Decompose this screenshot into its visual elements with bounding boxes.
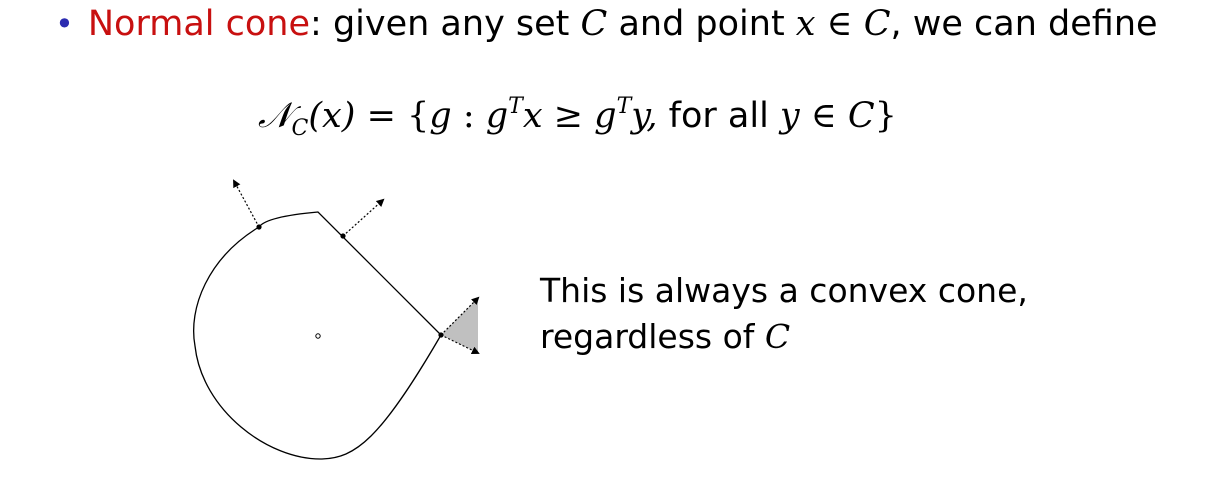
bullet-text-1: given any set (321, 4, 581, 44)
note-line-1: This is always a convex cone, (540, 271, 1028, 310)
formula-eq: = { (355, 96, 430, 136)
note-line-2-text: regardless of (540, 317, 765, 356)
point-symbol: x (795, 4, 816, 44)
normal-vector-arrow-2 (343, 200, 383, 236)
normal-cone-shaded-region (441, 298, 478, 353)
term-normal-cone: Normal cone (87, 4, 311, 44)
formula-transpose-2: T (616, 94, 632, 119)
in-symbol: ∈ (815, 4, 864, 44)
formula-transpose-1: T (508, 94, 523, 119)
formula-geq: ≥ (542, 96, 595, 136)
note-text (540, 268, 1028, 360)
term-colon: : (310, 4, 322, 44)
formula-for-all: for all (657, 96, 780, 136)
formula-y2: y (779, 96, 800, 136)
normal-cone-diagram (180, 170, 510, 470)
bullet-item (55, 0, 1158, 48)
note-set-symbol: C (764, 317, 791, 356)
boundary-point-kink (438, 332, 443, 337)
boundary-point-2 (340, 233, 345, 238)
bullet-text-3: , we can define (890, 4, 1158, 44)
bullet-text-2: and point (607, 4, 796, 44)
set-symbol-2: C (863, 4, 891, 44)
note-line-2 (540, 314, 1028, 360)
formula-lhs-arg: (x) (308, 96, 356, 136)
formula-g3: g (594, 96, 617, 136)
normal-vector-arrow-1 (234, 181, 259, 227)
bullet-dot-icon: • (55, 5, 74, 43)
formula-in: ∈ (799, 96, 848, 136)
boundary-point-1 (256, 224, 261, 229)
formula-g2: g (485, 96, 509, 136)
formula-x: x (522, 96, 543, 136)
interior-point (316, 334, 320, 338)
formula-y: y, (631, 96, 658, 136)
formula-lhs: 𝒩 (258, 96, 292, 136)
formula-g1: g (429, 96, 452, 136)
normal-cone-formula (258, 90, 897, 142)
formula-lhs-subscript: C (291, 116, 309, 141)
set-symbol: C (580, 4, 608, 44)
formula-colon: : (451, 96, 486, 136)
formula-close: } (874, 96, 897, 136)
formula-C: C (847, 96, 875, 136)
